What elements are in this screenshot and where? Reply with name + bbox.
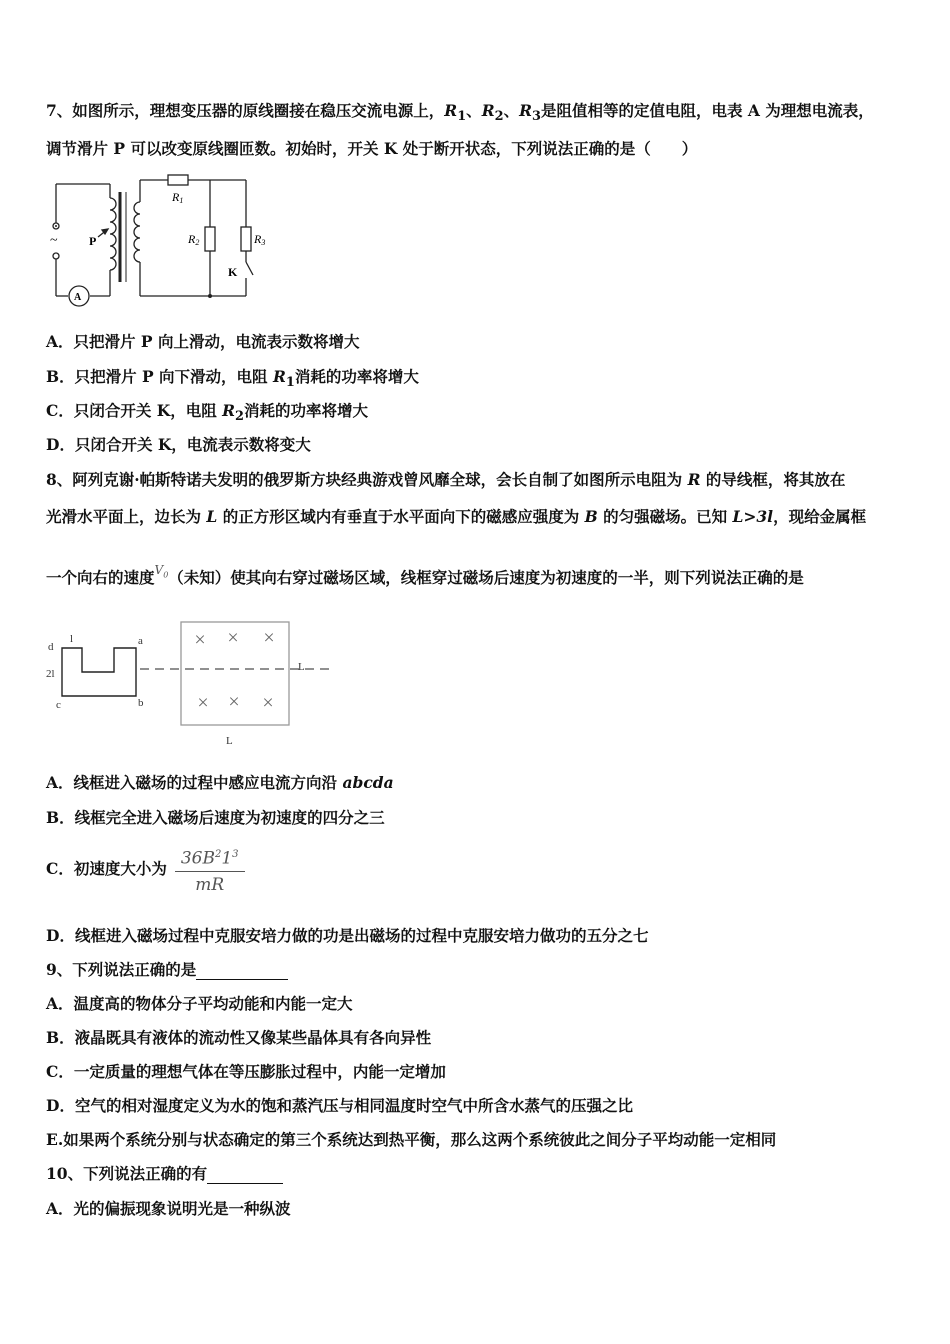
q9-option-a: A．温度高的物体分子平均动能和内能一定大	[46, 994, 353, 1013]
answer-blank	[196, 963, 288, 980]
label-2l: 2l	[46, 668, 55, 680]
q9-option-c: C．一定质量的理想气体在等压膨胀过程中，内能一定增加	[46, 1062, 446, 1081]
q8-stem-line3: 一个向右的速度$^{V_0}$（未知）使其向右穿过磁场区域，线框穿过磁场后速度为初速度的一半，则下列说法正确的是	[46, 563, 804, 587]
label-c: c	[56, 699, 61, 711]
q8-option-d: D．线框进入磁场过程中克服安培力做的功是出磁场的过程中克服安培力做功的五分之七	[46, 926, 649, 945]
q7-option-b: B．只把滑片 P 向下滑动，电阻 $R_1$消耗的功率将增大	[46, 367, 419, 391]
q7-stem-line2: 调节滑片 P 可以改变原线圈匝数。初始时，开关 K 处于断开状态，下列说法正确的是（ ）	[46, 139, 698, 158]
answer-blank	[207, 1167, 283, 1184]
q8-option-c: C．初速度大小为 $\frac{36B^21^3}{mR}$	[46, 842, 245, 896]
field-cross: ×	[263, 627, 275, 649]
field-cross: ×	[194, 629, 206, 651]
q7-option-d: D．只闭合开关 K，电流表示数将变大	[46, 435, 311, 454]
label-b: b	[138, 697, 144, 709]
field-cross: ×	[262, 692, 274, 714]
label-d: d	[48, 641, 54, 653]
r1-label: R1	[172, 190, 184, 205]
field-cross: ×	[197, 692, 209, 714]
field-cross: ×	[228, 691, 240, 713]
q7-option-a: A．只把滑片 P 向上滑动，电流表示数将增大	[46, 332, 360, 351]
label-L-bottom: L	[226, 735, 233, 747]
ammeter-label: A	[74, 292, 82, 303]
q10-stem: 10、下列说法正确的有	[46, 1164, 283, 1184]
field-cross: ×	[227, 627, 239, 649]
q9-option-b: B．液晶既具有液体的流动性又像某些晶体具有各向异性	[46, 1028, 432, 1047]
q8-field-diagram	[40, 620, 350, 750]
r2-label: R2	[188, 232, 200, 247]
r3-label: R3	[254, 232, 266, 247]
label-a: a	[138, 635, 143, 647]
switch-label: K	[228, 265, 238, 279]
slider-label: P	[89, 234, 97, 248]
q8-option-a: A．线框进入磁场的过程中感应电流方向沿 abcda	[46, 773, 394, 792]
q7-option-c: C．只闭合开关 K，电阻 $R_2$消耗的功率将增大	[46, 401, 368, 425]
q7-circuit-diagram	[40, 172, 280, 312]
q7-stem-line1: 7、如图所示，理想变压器的原线圈接在稳压交流电源上，$R_1$、$R_2$、$R_3$是阻值相等的定值电阻，电表 A 为理想电流表，	[46, 101, 874, 125]
q9-option-e: E.如果两个系统分别与状态确定的第三个系统达到热平衡，那么这两个系统彼此之间分子平均动能一定相同	[46, 1130, 777, 1149]
source-symbol: ~	[50, 233, 58, 248]
q8-stem-line2: 光滑水平面上，边长为 L 的正方形区域内有垂直于水平面向下的磁感应强度为 B 的匀强磁场。已知 L>3l，现给金属框	[46, 507, 867, 526]
q10-option-a: A．光的偏振现象说明光是一种纵波	[46, 1199, 291, 1218]
q9-stem: 9、下列说法正确的是	[46, 960, 288, 980]
initial-velocity-formula: $\frac{36B^21^3}{mR}$	[175, 845, 245, 895]
q9-option-d: D．空气的相对湿度定义为水的饱和蒸汽压与相同温度时空气中所含水蒸气的压强之比	[46, 1096, 633, 1115]
label-L-right: L	[298, 661, 305, 673]
label-l: l	[70, 633, 74, 645]
q8-stem-line1: 8、阿列克谢·帕斯特诺夫发明的俄罗斯方块经典游戏曾风靡全球，会长自制了如图所示电阻为 R 的导线框，将其放在	[46, 470, 846, 489]
q8-option-b: B．线框完全进入磁场后速度为初速度的四分之三	[46, 808, 385, 827]
